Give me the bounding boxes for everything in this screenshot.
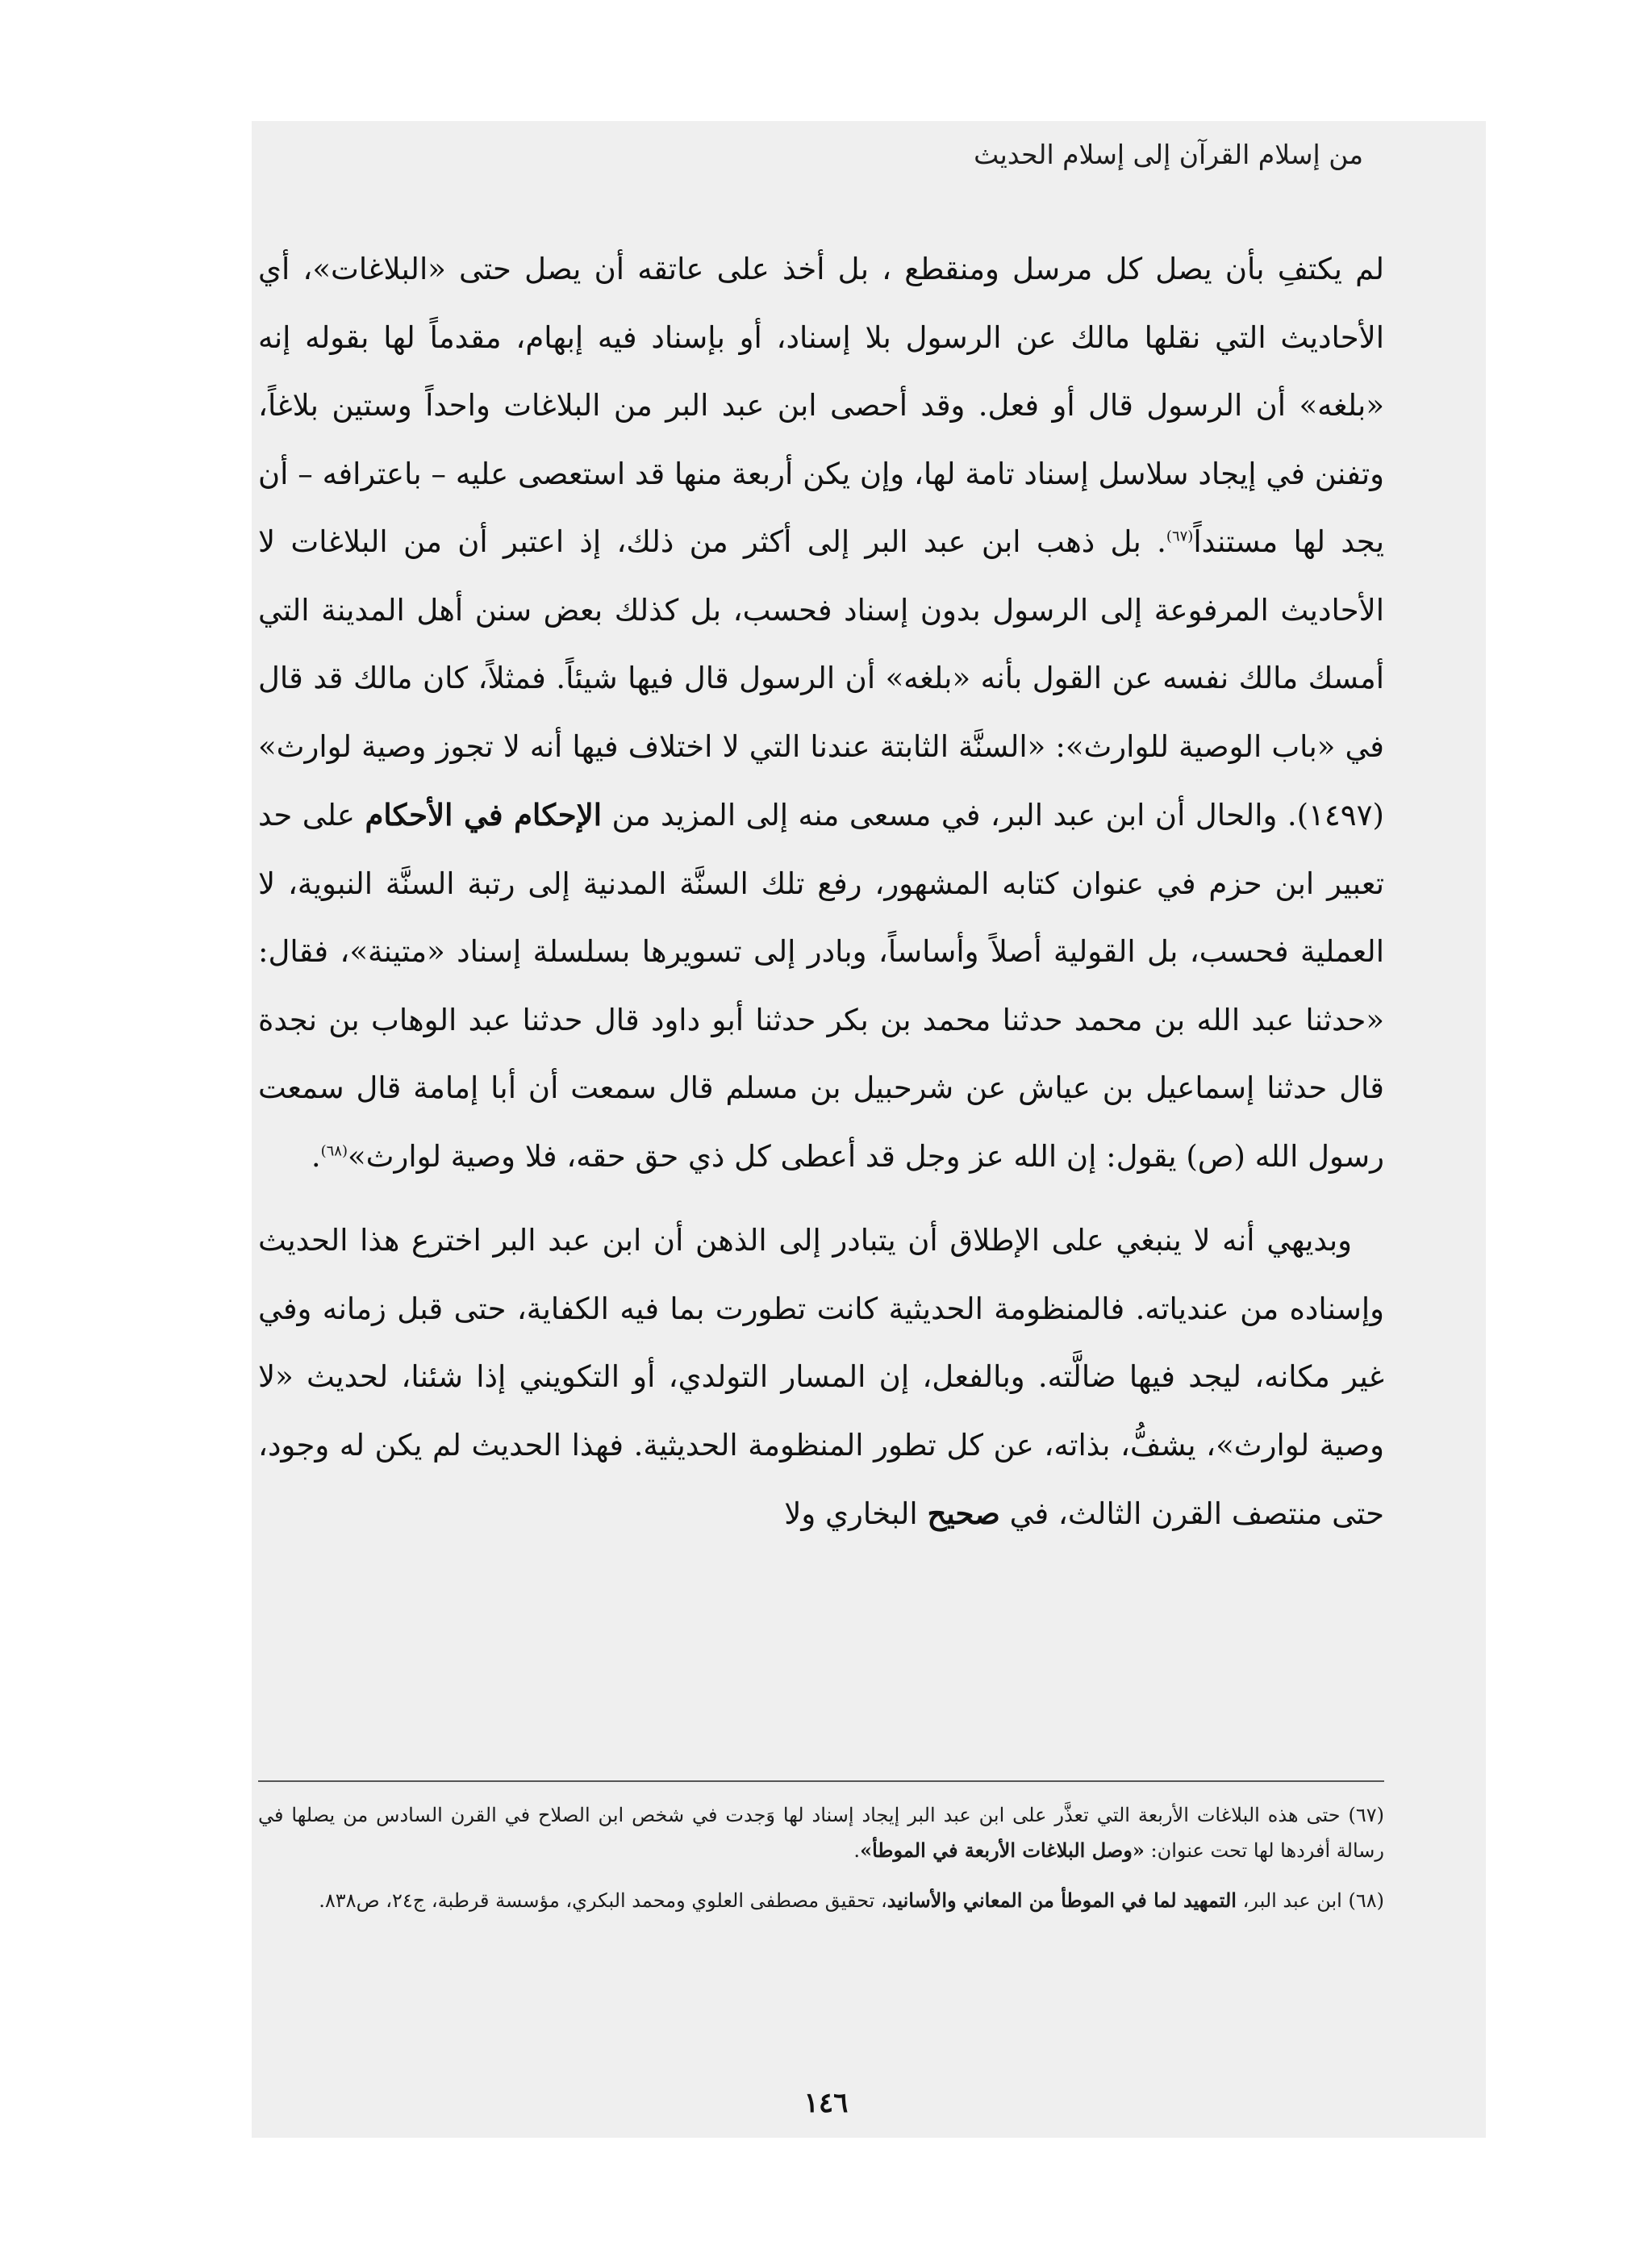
page-number: ١٤٦: [803, 2087, 849, 2119]
paragraph-1-part-1: لم يكتفِ بأن يصل كل مرسل ومنقطع ، بل أخذ على عاتقه أن يصل حتى «البلاغات»، أي الأحاديث التي نقلها مالك عن الرسول بلا إسناد، أو بإسناد فيه إبهام، مقدماً لها بقوله إنه «بلغه» أن الرسول قال أو فعل. وقد أحصى ابن عبد البر من البلاغات واحداً وستين بلاغاً، وتفنن في إيجاد سلاسل إسناد تامة لها، وإن يكن أربعة منها قد استعصى عليه – باعترافه – أن يجد لها مستنداً: [258, 252, 1384, 559]
footnotes: [258, 1797, 1384, 1933]
paragraph-1: [258, 236, 1384, 1191]
footnote-67: [258, 1797, 1384, 1868]
running-head: من إسلام القرآن إلى إسلام الحديث: [974, 139, 1363, 170]
paragraph-1-part-3: على حد تعبير ابن حزم في عنوان كتابه المشهور، رفع تلك السنَّة المدنية إلى رتبة السنَّة النبوية، لا العملية فحسب، بل القولية أصلاً وأساساً، وبادر إلى تسويرها بسلسلة إسناد «متينة»، فقال: «حدثنا عبد الله بن محمد حدثنا محمد بن بكر حدثنا أبو داود قال حدثنا عبد الوهاب بن نجدة قال حدثنا إسماعيل بن عياش عن شرحبيل بن مسلم قال سمعت أن أبا إمامة قال سمعت رسول الله (ص) يقول: إن الله عز وجل قد أعطى كل ذي حق حقه، فلا وصية لوارث»: [258, 798, 1384, 1174]
footnote-68: [258, 1883, 1384, 1918]
footnote-ref-68[interactable]: (٦٨): [320, 1142, 348, 1160]
paragraph-2-part-1: وبديهي أنه لا ينبغي على الإطلاق أن يتبادر إلى الذهن أن ابن عبد البر اخترع هذا الحديث وإسناده من عندياته. فالمنظومة الحديثية كانت تطورت بما فيه الكفاية، حتى قبل زمانه وفي غير مكانه، ليجد فيها ضالَّته. وبالفعل، إن المسار التولدي، أو التكويني إذا شئنا، لحديث «لا وصية لوارث»، يشفُّ، بذاته، عن كل تطور المنظومة الحديثية. فهذا الحديث لم يكن له وجود، حتى منتصف القرن الثالث، في: [258, 1223, 1384, 1531]
footnote-divider: [258, 1780, 1384, 1782]
footnote-68-part-2: ، تحقيق مصطفى العلوي ومحمد البكري، مؤسسة قرطبة، ج٢٤، ص٨٣٨.: [319, 1889, 887, 1912]
paragraph-1-part-2: . بل ذهب ابن عبد البر إلى أكثر من ذلك، إذ اعتبر أن من البلاغات لا الأحاديث المرفوعة إلى الرسول بدون إسناد فحسب، بل كذلك بعض سنن أهل المدينة التي أمسك مالك نفسه عن القول بأنه «بلغه» أن الرسول قال فيها شيئاً. فمثلاً، كان مالك قد قال في «باب الوصية للوارث»: «السنَّة الثابتة عندنا التي لا اختلاف فيها أنه لا تجوز وصية لوارث» (١٤٩٧). والحال أن ابن عبد البر، في مسعى منه إلى المزيد من: [258, 524, 1384, 833]
paragraph-1-part-4: .: [311, 1138, 321, 1174]
paragraph-2-part-2: البخاري ولا: [784, 1496, 918, 1531]
footnote-ref-67[interactable]: (٦٧): [1166, 528, 1194, 545]
paragraph-2: [258, 1207, 1384, 1549]
footnote-67-title: «وصل البلاغات الأربعة في الموطأ»: [860, 1838, 1145, 1862]
footnote-67-part-2: .: [853, 1839, 861, 1862]
book-title-ihkam: الإحكام في الأحكام: [365, 797, 603, 833]
footnote-68-title: التمهيد لما في الموطأ من المعاني والأسانيد: [886, 1888, 1237, 1912]
footnote-67-part-1: (٦٧) حتى هذه البلاغات الأربعة التي تعذَّر على ابن عبد البر إيجاد إسناد لها وَجدت في شخص ابن الصلاح في القرن السادس من يصلها في رسالة أفردها لها تحت عنوان:: [258, 1804, 1384, 1862]
main-text: [258, 236, 1384, 1549]
footnote-68-part-1: (٦٨) ابن عبد البر،: [1242, 1889, 1384, 1912]
book-title-sahih: صحيح: [927, 1496, 1000, 1531]
